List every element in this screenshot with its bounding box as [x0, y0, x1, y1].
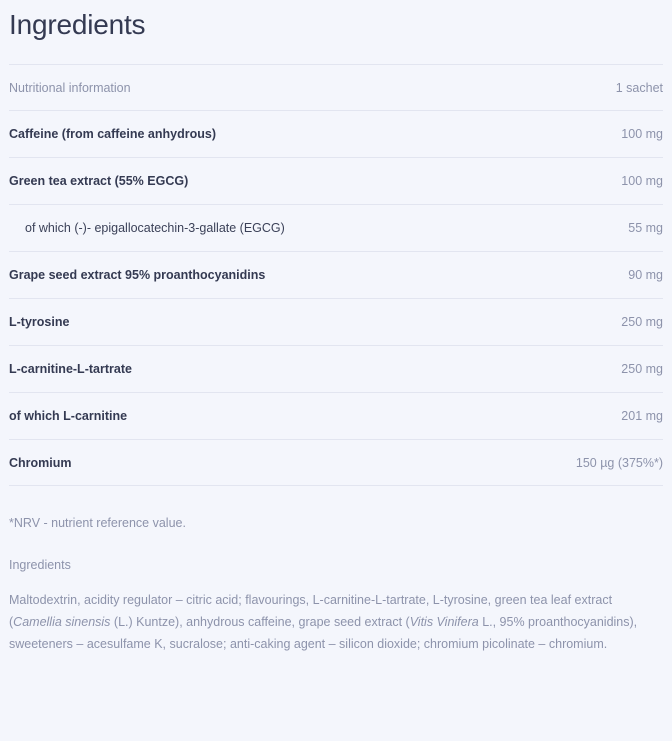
ingredients-heading: Ingredients: [9, 558, 71, 573]
serving-size-label: 1 sachet: [615, 80, 663, 95]
ingredients-italic-1: Camellia sinensis: [13, 615, 111, 630]
ingredient-name: L-carnitine-L-tartrate: [9, 361, 132, 376]
ingredients-text-part-2: (L.) Kuntze), anhydrous caffeine, grape seed extract (: [110, 615, 410, 630]
table-row: [9, 298, 663, 345]
ingredients-text-part-3: L., 95% proanthocyanidins), sweeteners – acesulfame K, sucralose; anti-caking agent – silicon dioxide; chromium picolinate – chromium.: [9, 615, 638, 652]
table-row: [9, 439, 663, 486]
ingredient-amount: 201 mg: [621, 408, 663, 423]
nrv-footnote: *NRV - nutrient reference value.: [9, 516, 186, 531]
table-row: [9, 111, 663, 158]
table-row: [9, 205, 663, 252]
ingredients-text: [9, 572, 659, 656]
nutrition-table-body: [9, 64, 663, 486]
ingredient-name: Caffeine (from caffeine anhydrous): [9, 127, 216, 142]
ingredient-amount: 90 mg: [628, 268, 663, 283]
ingredient-name: L-tyrosine: [9, 314, 70, 329]
table-header-row: [9, 64, 663, 111]
ingredient-amount: 100 mg: [621, 127, 663, 142]
ingredients-italic-2: Vitis Vinifera: [409, 615, 479, 630]
ingredient-name: Chromium: [9, 455, 72, 470]
ingredients-text-part-1: Maltodextrin, acidity regulator – citric acid; flavourings, L-carnitine-L-tartrate, L-tyrosine, green tea leaf extract (: [9, 593, 613, 630]
ingredient-amount: 100 mg: [621, 174, 663, 189]
table-row: [9, 392, 663, 439]
ingredient-name: Grape seed extract 95% proanthocyanidins: [9, 268, 266, 283]
ingredient-amount: 55 mg: [628, 221, 663, 236]
ingredient-name: of which (-)- epigallocatechin-3-gallate (EGCG): [25, 221, 285, 236]
ingredient-name: Green tea extract (55% EGCG): [9, 174, 189, 189]
table-row: [9, 345, 663, 392]
table-row: [9, 252, 663, 299]
table-row: [9, 158, 663, 205]
ingredient-amount: 150 µg (375%*): [575, 455, 663, 470]
nutrition-table: [9, 64, 663, 487]
ingredient-amount: 250 mg: [621, 361, 663, 376]
nutritional-information-label: Nutritional information: [9, 80, 131, 95]
ingredient-name: of which L-carnitine: [9, 408, 128, 423]
ingredient-amount: 250 mg: [621, 314, 663, 329]
page-title: Ingredients: [9, 9, 146, 40]
